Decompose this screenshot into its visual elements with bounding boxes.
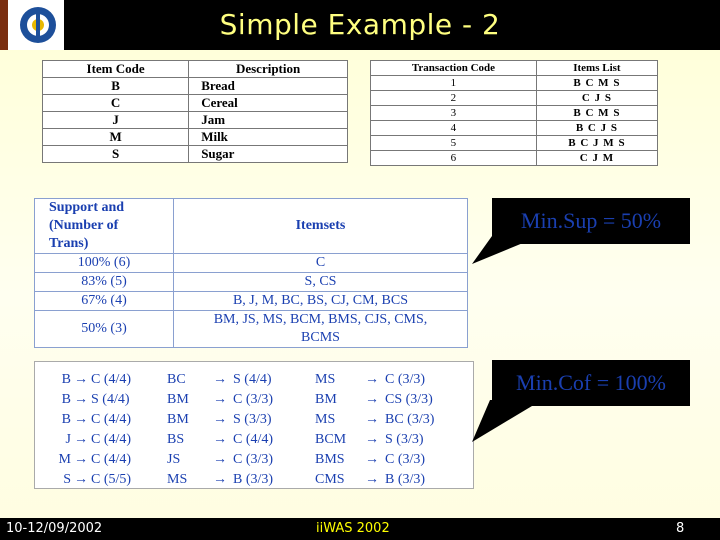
rule-antecedent: BMS [315,452,345,467]
arrow-icon: → [213,452,227,467]
arrow-icon: → [213,372,227,387]
rule-antecedent: M [58,452,71,467]
support-cell: 50% (3) [35,311,174,348]
item-row [43,146,348,163]
rule-antecedent: S [63,472,71,487]
association-rules-box [34,361,474,489]
rule-antecedent: MS [315,372,336,387]
item-description-cell: Milk [189,129,348,146]
rule-consequent: C (3/3) [233,392,274,407]
rule-consequent: S (4/4) [91,392,130,407]
items-list-cell: B C M S [536,106,657,121]
rule-consequent: C (4/4) [91,432,132,447]
rule-line [315,370,481,390]
rule-consequent: C (3/3) [385,372,426,387]
itemsets-header: Itemsets [174,199,468,254]
rule-line [315,410,481,430]
arrow-icon: → [365,452,379,467]
arrow-icon: → [74,392,88,407]
min-conf-callout-tail [470,400,550,446]
title-bar [0,0,720,50]
rules-column-2 [167,370,325,490]
arrow-icon: → [213,472,227,487]
items-list-cell: B C J S [536,121,657,136]
support-cell: 67% (4) [35,292,174,311]
support-row [35,273,468,292]
rule-consequent: S (4/4) [233,372,272,387]
rule-antecedent: B [61,372,71,387]
rule-line [167,470,325,490]
itemsets-cell: BM, JS, MS, BCM, BMS, CJS, CMS, BCMS [174,311,468,348]
item-code-table [42,60,348,163]
rule-consequent: C (4/4) [233,432,274,447]
item-row [43,112,348,129]
arrow-icon: → [74,452,88,467]
arrow-icon: → [213,412,227,427]
item-description-cell: Jam [189,112,348,129]
rule-antecedent: MS [315,412,336,427]
rule-antecedent: B [61,412,71,427]
items-list-header: Items List [536,61,657,76]
rule-antecedent: BM [167,412,189,427]
item-row [43,78,348,95]
transaction-row [371,136,658,151]
rule-antecedent: J [65,432,71,447]
footer-date: 10-12/09/2002 [6,521,103,536]
items-list-cell: C J M [536,151,657,166]
items-list-cell: B C J M S [536,136,657,151]
item-code-cell: M [43,129,189,146]
rule-line [167,410,325,430]
item-code-cell: B [43,78,189,95]
rule-line [49,410,161,430]
items-list-cell: B C M S [536,76,657,91]
rule-antecedent: BC [167,372,186,387]
min-sup-callout: Min.Sup = 50% [492,198,690,244]
arrow-icon: → [365,412,379,427]
rule-consequent: B (3/3) [385,472,426,487]
arrow-icon: → [365,372,379,387]
rule-line [49,470,161,490]
transaction-row [371,151,658,166]
rule-consequent: S (3/3) [233,412,272,427]
rule-antecedent: MS [167,472,188,487]
support-cell: 100% (6) [35,254,174,273]
rule-line [167,450,325,470]
rule-consequent: C (3/3) [233,452,274,467]
slide-title: Simple Example - 2 [219,8,501,41]
rule-consequent: S (3/3) [385,432,424,447]
item-row [43,129,348,146]
rule-line [49,430,161,450]
rule-antecedent: CMS [315,472,345,487]
rules-column-3 [315,370,481,490]
rules-column-1 [49,370,161,490]
rule-line [315,430,481,450]
item-row [43,95,348,112]
support-cell: 83% (5) [35,273,174,292]
transaction-row [371,106,658,121]
rule-line [167,390,325,410]
rule-line [167,370,325,390]
transaction-code-cell: 5 [371,136,537,151]
arrow-icon: → [74,432,88,447]
arrow-icon: → [365,432,379,447]
transaction-row [371,91,658,106]
transaction-code-cell: 2 [371,91,537,106]
rule-line [167,430,325,450]
transaction-code-cell: 3 [371,106,537,121]
item-description-cell: Bread [189,78,348,95]
item-code-cell: S [43,146,189,163]
item-description-cell: Cereal [189,95,348,112]
transaction-code-cell: 4 [371,121,537,136]
rule-antecedent: B [61,392,71,407]
rule-consequent: BC (3/3) [385,412,435,427]
transaction-code-cell: 1 [371,76,537,91]
itemsets-cell: S, CS [174,273,468,292]
transaction-table [370,60,658,166]
arrow-icon: → [74,412,88,427]
rule-line [315,390,481,410]
items-list-cell: C J S [536,91,657,106]
arrow-icon: → [365,392,379,407]
itemsets-cell: B, J, M, BC, BS, CJ, CM, BCS [174,292,468,311]
rule-antecedent: BCM [315,432,347,447]
min-conf-callout: Min.Cof = 100% [492,360,690,406]
arrow-icon: → [74,372,88,387]
itemsets-cell: C [174,254,468,273]
arrow-icon: → [365,472,379,487]
transaction-code-header: Transaction Code [371,61,537,76]
rule-line [49,390,161,410]
support-itemset-table [34,198,468,348]
transaction-row [371,121,658,136]
rule-antecedent: JS [167,452,181,467]
rule-antecedent: BM [167,392,189,407]
rule-antecedent: BS [167,432,185,447]
transaction-code-cell: 6 [371,151,537,166]
rule-consequent: C (4/4) [91,412,132,427]
rule-antecedent: BM [315,392,337,407]
rule-line [315,450,481,470]
rule-line [49,370,161,390]
rule-line [315,470,481,490]
rule-consequent: CS (3/3) [385,392,433,407]
item-code-cell: J [43,112,189,129]
rule-consequent: C (4/4) [91,372,132,387]
item-description-cell: Sugar [189,146,348,163]
rule-consequent: C (4/4) [91,452,132,467]
arrow-icon: → [213,432,227,447]
arrow-icon: → [213,392,227,407]
rule-consequent: C (5/5) [91,472,132,487]
footer-page-number: 8 [676,521,685,536]
description-header: Description [189,61,348,78]
item-code-cell: C [43,95,189,112]
transaction-row [371,76,658,91]
support-header: Support and (Number of Trans) [35,199,174,254]
footer-event: iiWAS 2002 [316,521,390,536]
support-row [35,292,468,311]
rule-line [49,450,161,470]
rule-consequent: C (3/3) [385,452,426,467]
rule-consequent: B (3/3) [233,472,274,487]
support-row [35,254,468,273]
footer-bar [0,518,720,540]
support-row [35,311,468,348]
item-code-header: Item Code [43,61,189,78]
arrow-icon: → [74,472,88,487]
